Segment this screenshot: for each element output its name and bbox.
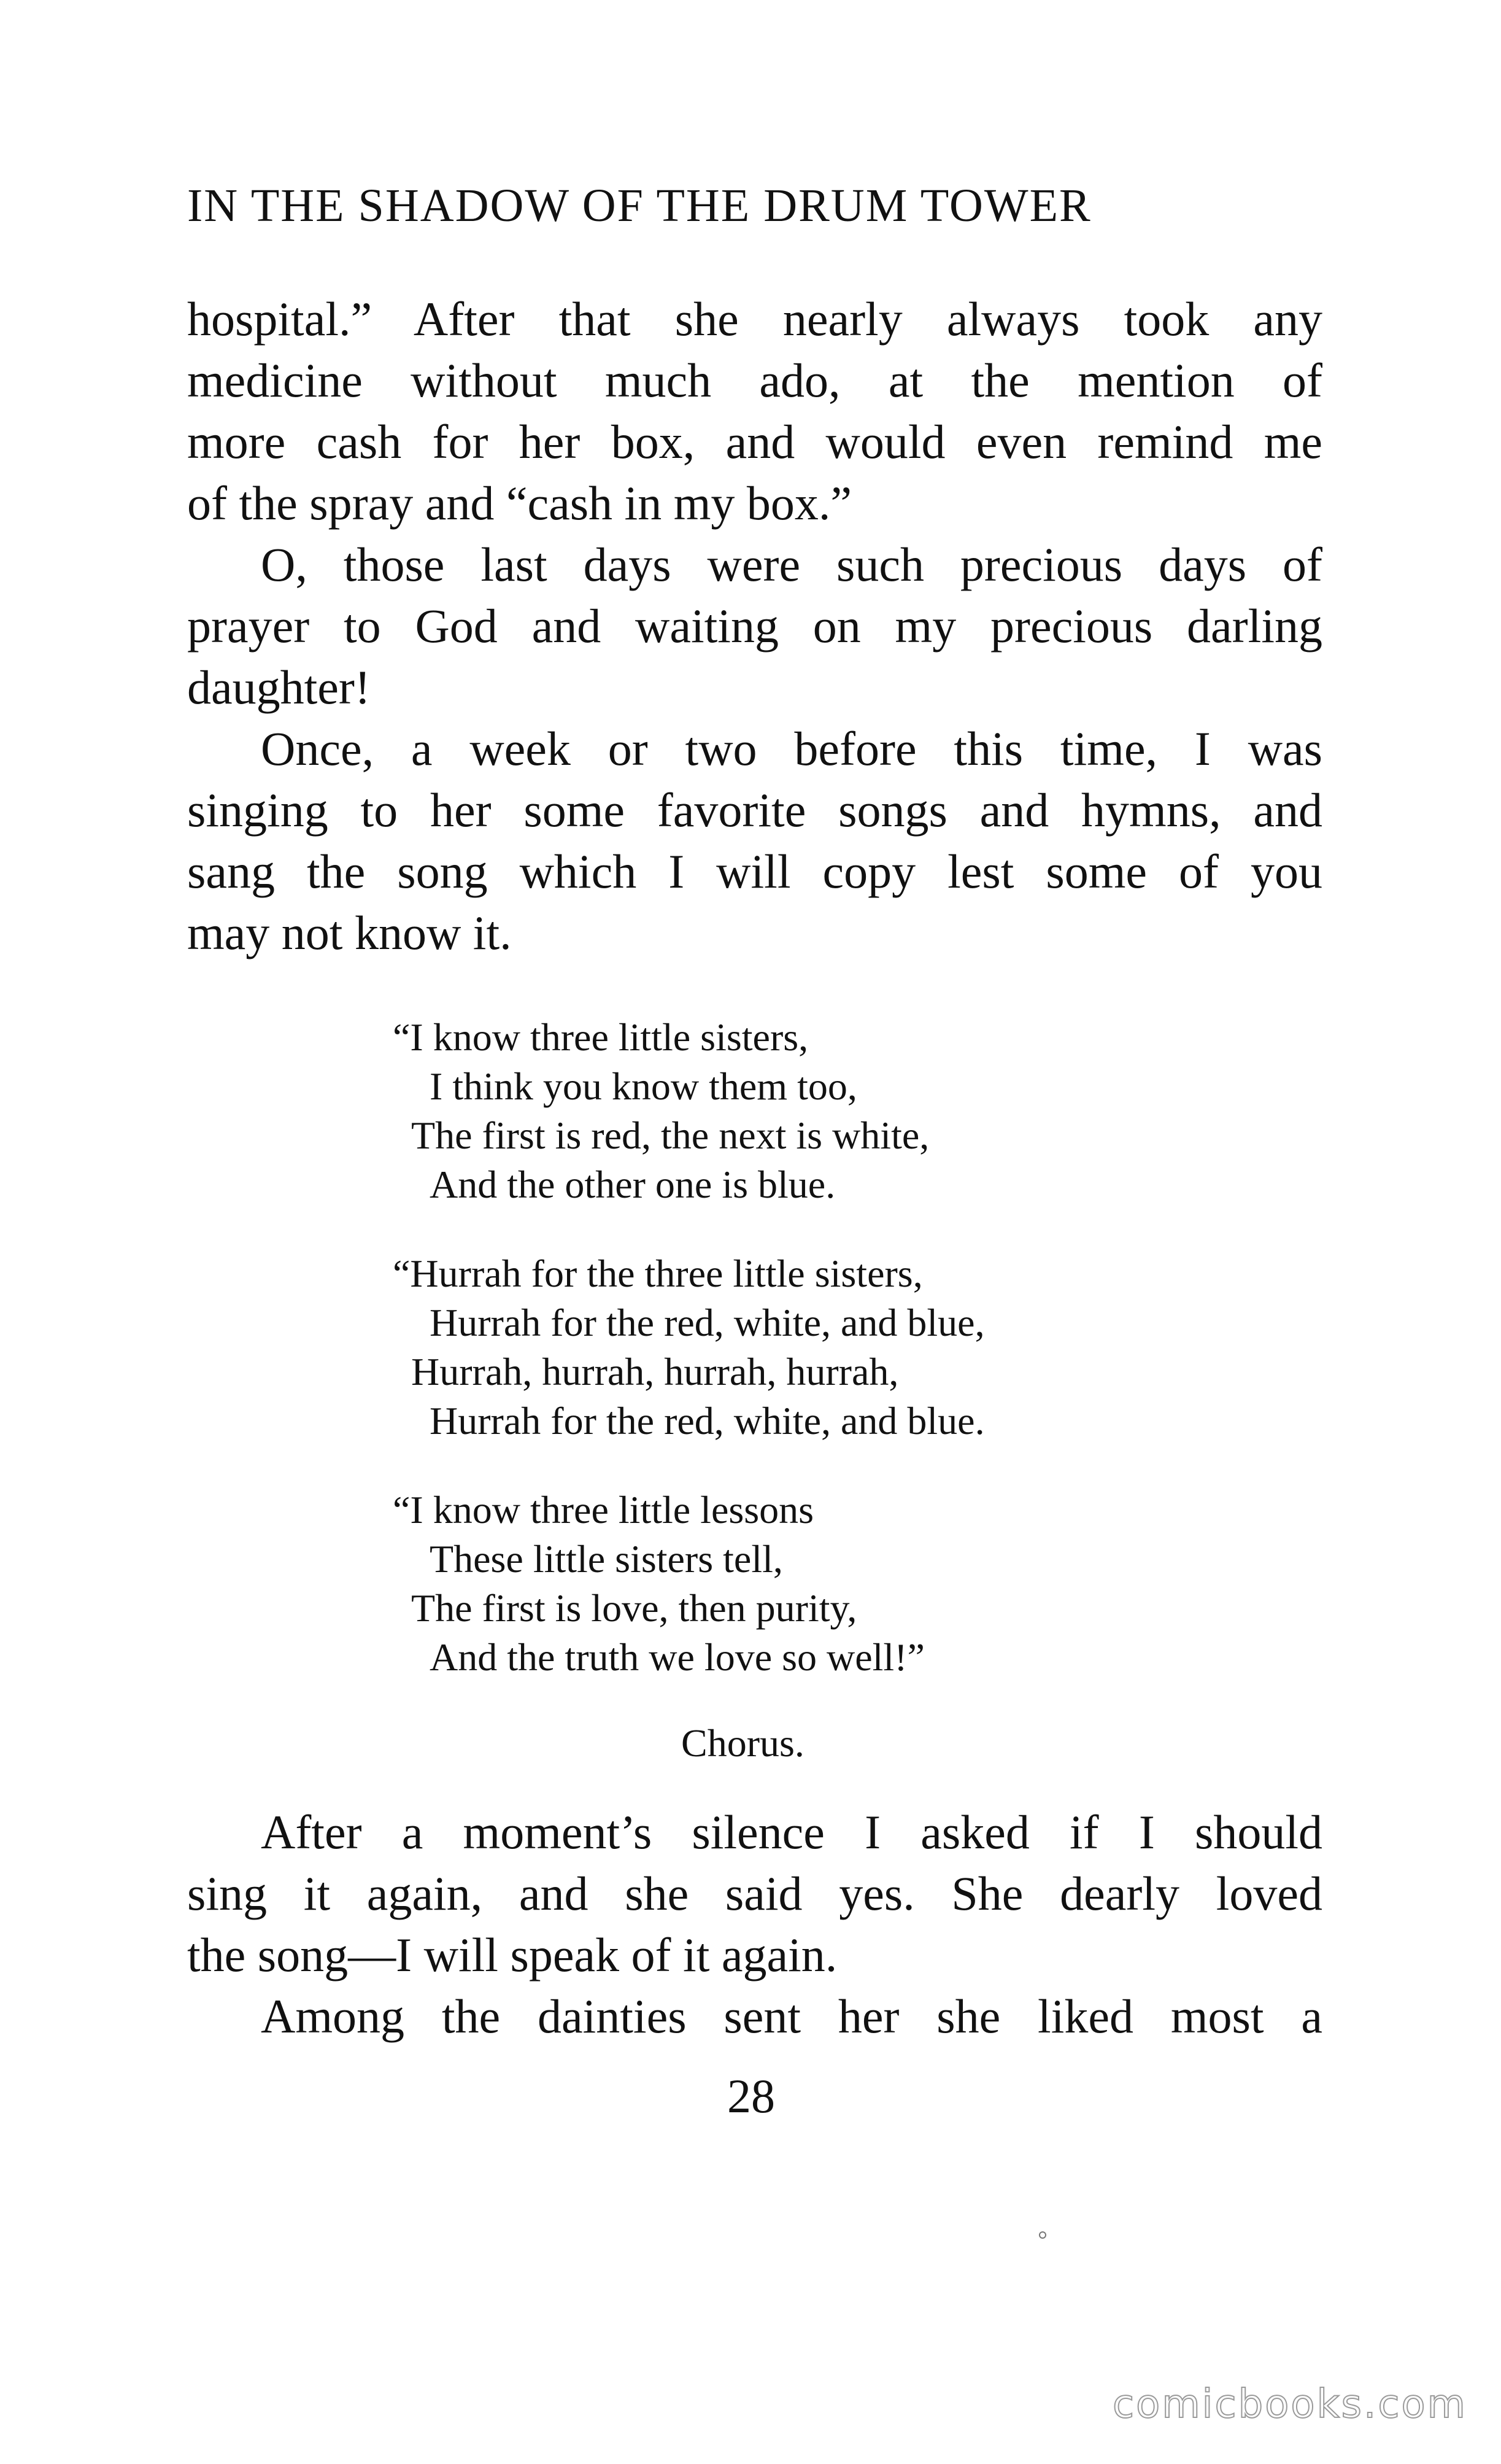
text-line: medicine without much ado, at the mention of — [187, 354, 1322, 407]
text-line: Once, a week or two before this time, I was — [261, 722, 1322, 775]
poem — [393, 1013, 1190, 1722]
poem-stanza — [393, 1013, 1190, 1209]
text-line: may not know it. — [187, 906, 512, 959]
ink-speck — [1039, 2231, 1046, 2239]
text-line: prayer to God and waiting on my precious darling — [187, 599, 1322, 653]
body-text-before-poem — [187, 289, 1322, 964]
poem-line: “I know three little sisters, — [393, 1015, 809, 1059]
poem-stanza — [393, 1249, 1190, 1446]
text-line: After a moment’s silence I asked if I should — [261, 1805, 1322, 1859]
watermark: comicbooks.com — [1112, 2382, 1467, 2427]
text-line: hospital.” After that she nearly always took any — [187, 292, 1322, 346]
body-text-after-poem — [187, 1802, 1322, 2047]
poem-line: Hurrah for the red, white, and blue, — [430, 1301, 985, 1344]
poem-line: Hurrah for the red, white, and blue. — [430, 1399, 985, 1443]
text-line: daughter! — [187, 661, 371, 714]
poem-line: The first is love, then purity, — [411, 1586, 857, 1630]
text-line: Among the dainties sent her she liked most a — [261, 1989, 1322, 2043]
text-line: singing to her some favorite songs and hymns, and — [187, 783, 1322, 837]
text-line: sing it again, and she said yes. She dearly loved — [187, 1867, 1322, 1920]
poem-line: The first is red, the next is white, — [411, 1114, 930, 1157]
text-line: O, those last days were such precious days of — [261, 538, 1322, 591]
poem-line: “I know three little lessons — [393, 1488, 814, 1532]
text-line: sang the song which I will copy lest some of you — [187, 845, 1322, 898]
running-title: IN THE SHADOW OF THE DRUM TOWER — [187, 180, 1092, 231]
poem-line: I think you know them too, — [430, 1064, 857, 1108]
text-line: the song—I will speak of it again. — [187, 1928, 838, 1982]
text-line: more cash for her box, and would even remind me — [187, 415, 1322, 468]
poem-line: These little sisters tell, — [430, 1537, 783, 1581]
poem-line: And the other one is blue. — [430, 1163, 836, 1206]
poem-line: “Hurrah for the three little sisters, — [393, 1252, 923, 1295]
poem-line: Hurrah, hurrah, hurrah, hurrah, — [411, 1350, 899, 1393]
poem-stanza — [393, 1486, 1190, 1682]
chorus-label: Chorus. — [681, 1721, 805, 1765]
poem-line: And the truth we love so well!” — [430, 1635, 925, 1679]
text-line: of the spray and “cash in my box.” — [187, 476, 852, 530]
page-number: 28 — [727, 2069, 775, 2123]
